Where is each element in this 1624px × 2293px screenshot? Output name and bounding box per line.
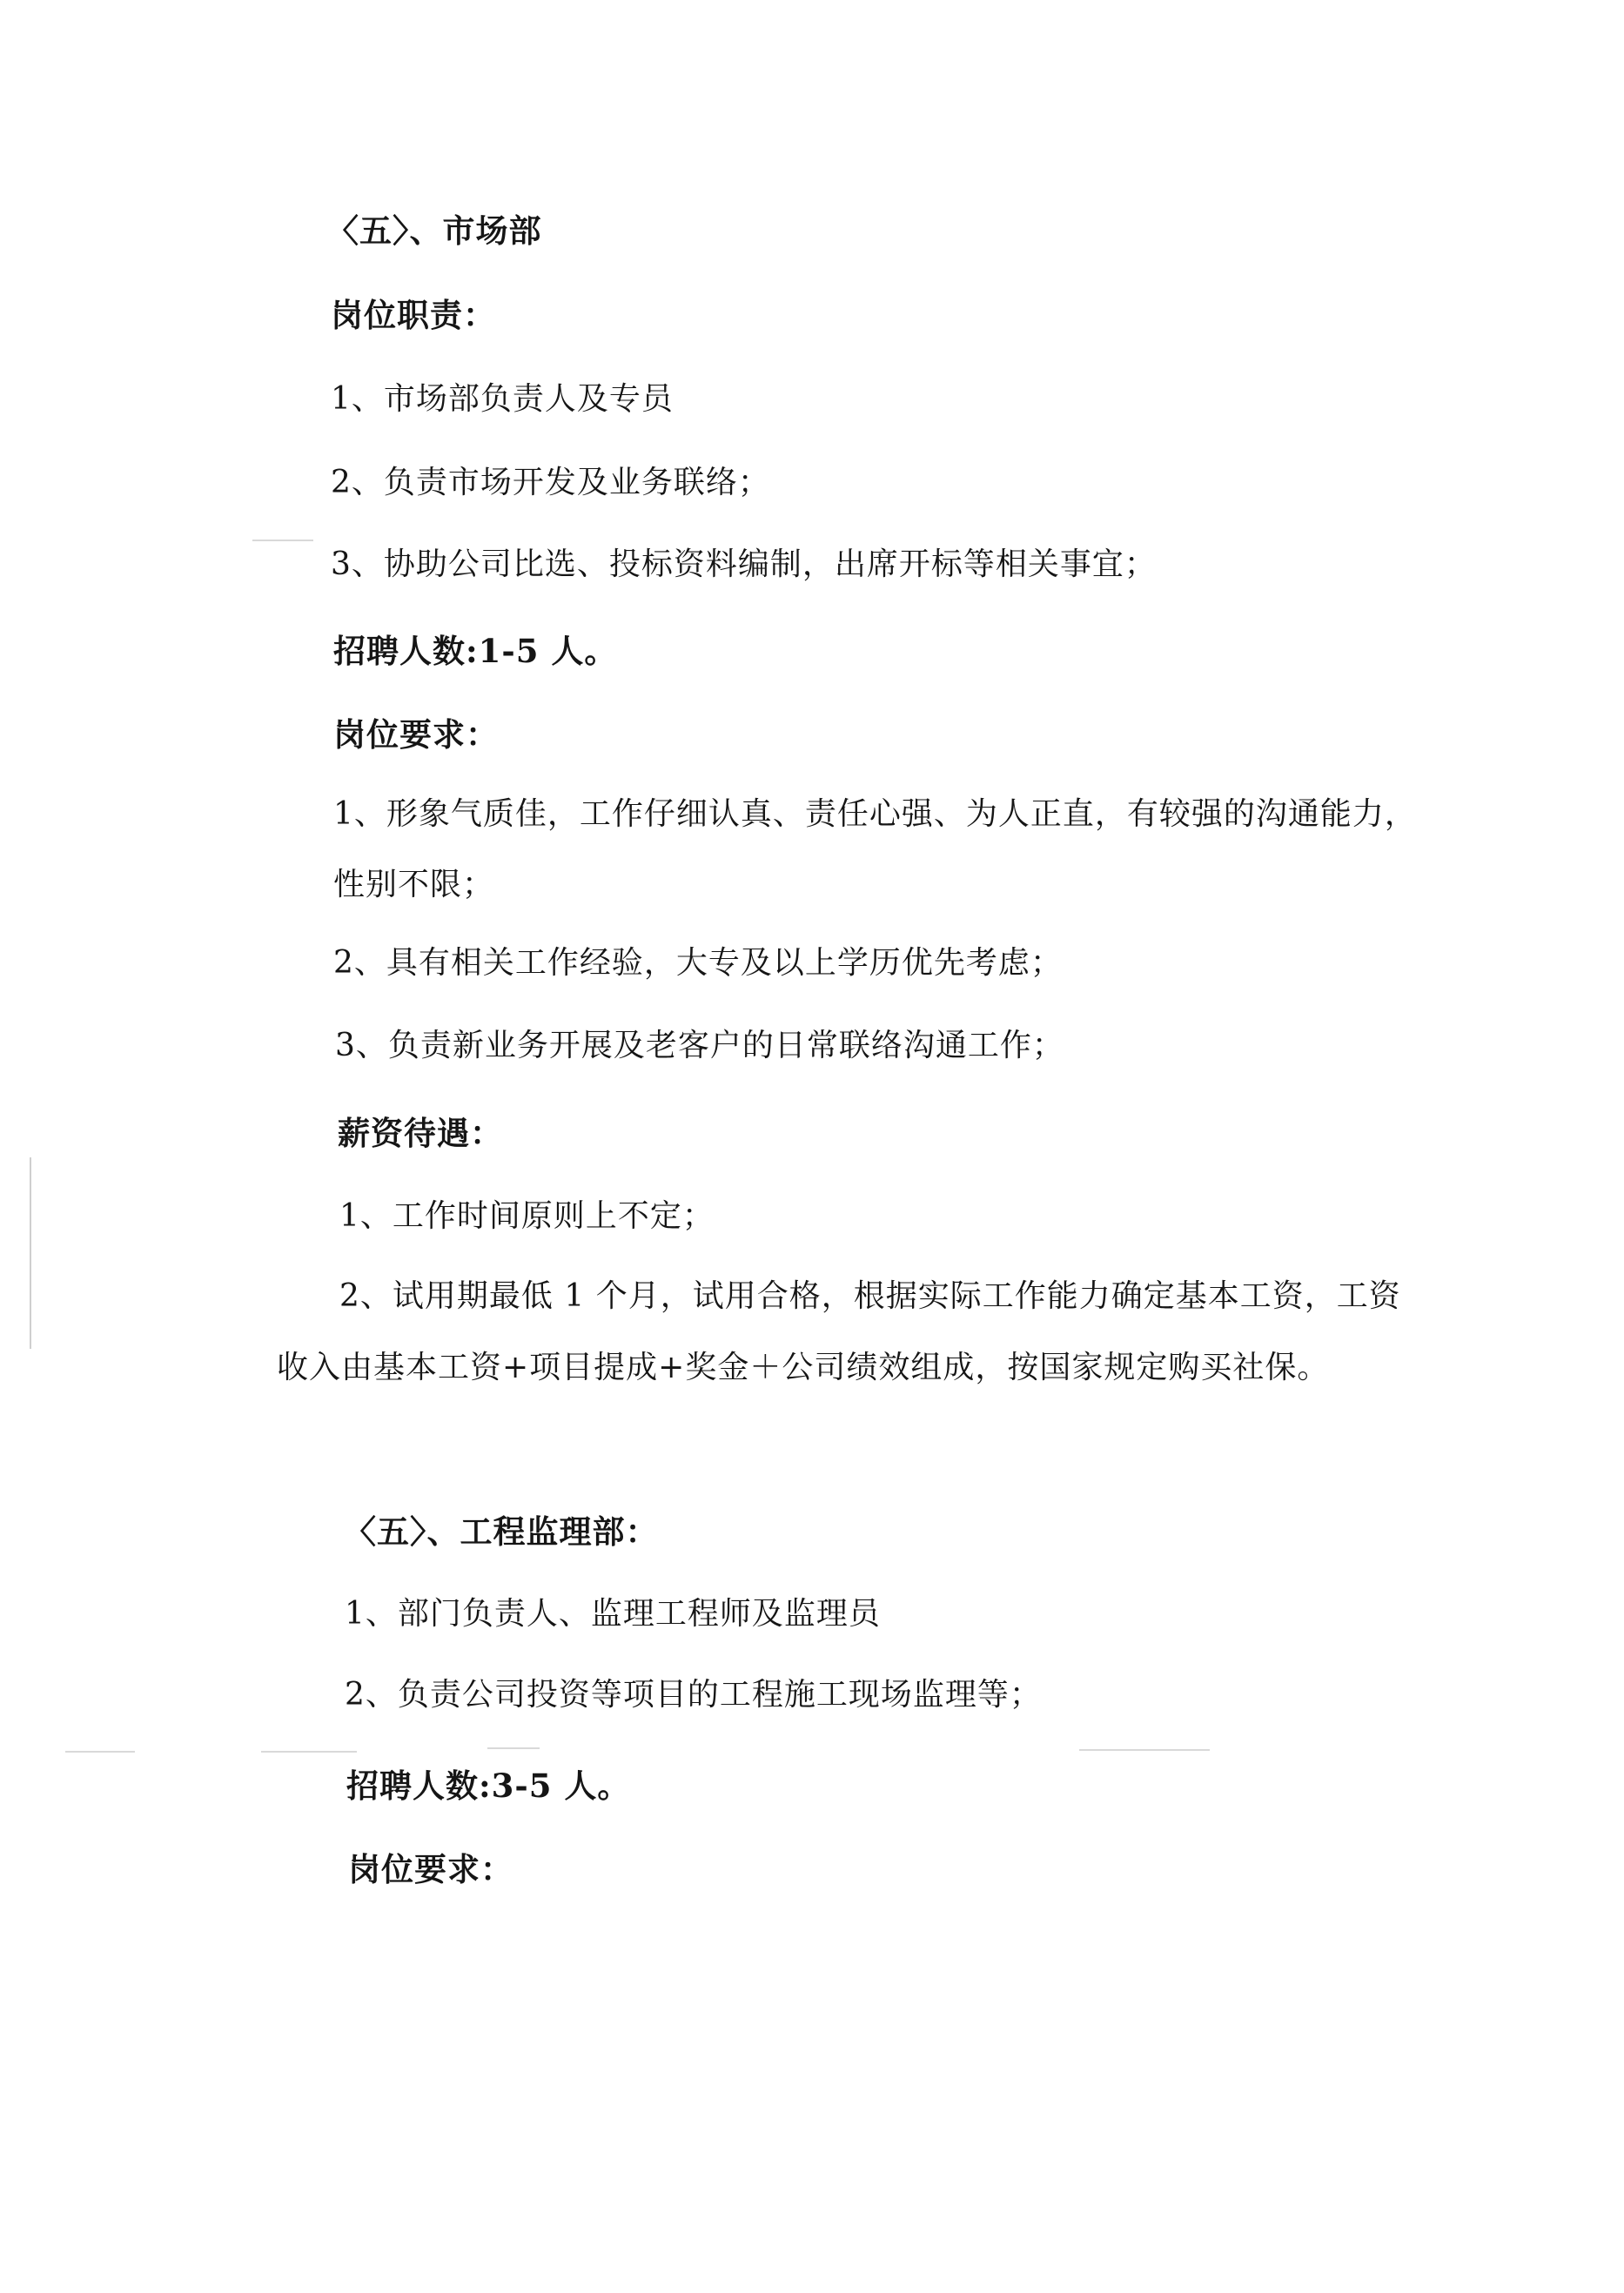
- scan-artifact: [487, 1747, 540, 1749]
- duty-item-3: 3、协助公司比选、投标资料编制，出席开标等相关事宜；: [331, 546, 1157, 582]
- requirement-item-2: 2、具有相关工作经验，大专及以上学历优先考虑；: [333, 945, 1063, 981]
- requirements-heading-supervision: 岗位要求：: [348, 1850, 513, 1888]
- section-title-supervision: 〈五〉、工程监理部：: [344, 1512, 659, 1551]
- requirements-heading-market: 岗位要求：: [333, 715, 499, 754]
- scan-artifact: [261, 1751, 357, 1753]
- supervision-item-1: 1、部门负责人、监理工程师及监理员: [345, 1596, 881, 1632]
- salary-item-2-continued: 收入由基本工资+项目提成+奖金＋公司绩效组成，按国家规定购买社保。: [277, 1350, 1330, 1385]
- duty-item-1: 1、市场部负责人及专员: [331, 381, 674, 417]
- salary-item-2: 2、试用期最低 1 个月，试用合格，根据实际工作能力确定基本工资，工资: [339, 1278, 1401, 1314]
- scan-artifact: [65, 1751, 135, 1753]
- salary-heading-market: 薪资待遇：: [338, 1114, 503, 1152]
- salary-item-1: 1、工作时间原则上不定；: [339, 1198, 715, 1234]
- supervision-item-2: 2、负责公司投资等项目的工程施工现场监理等；: [345, 1677, 1042, 1713]
- headcount-supervision: 招聘人数:3-5 人。: [346, 1767, 631, 1805]
- scan-edge-mark: [30, 1157, 31, 1349]
- scan-artifact: [1079, 1749, 1210, 1751]
- requirement-item-1-continued: 性别不限；: [333, 867, 495, 902]
- scan-artifact: [252, 540, 313, 541]
- section-title-market: 〈五〉、市场部: [326, 211, 542, 250]
- requirement-item-3: 3、负责新业务开展及老客户的日常联络沟通工作；: [335, 1028, 1064, 1063]
- headcount-market: 招聘人数:1-5 人。: [333, 632, 618, 670]
- requirement-item-1: 1、形象气质佳，工作仔细认真、责任心强、为人正直，有较强的沟通能力，: [333, 796, 1417, 832]
- duties-heading-market: 岗位职责：: [331, 296, 496, 334]
- duty-item-2: 2、负责市场开发及业务联络；: [331, 465, 770, 500]
